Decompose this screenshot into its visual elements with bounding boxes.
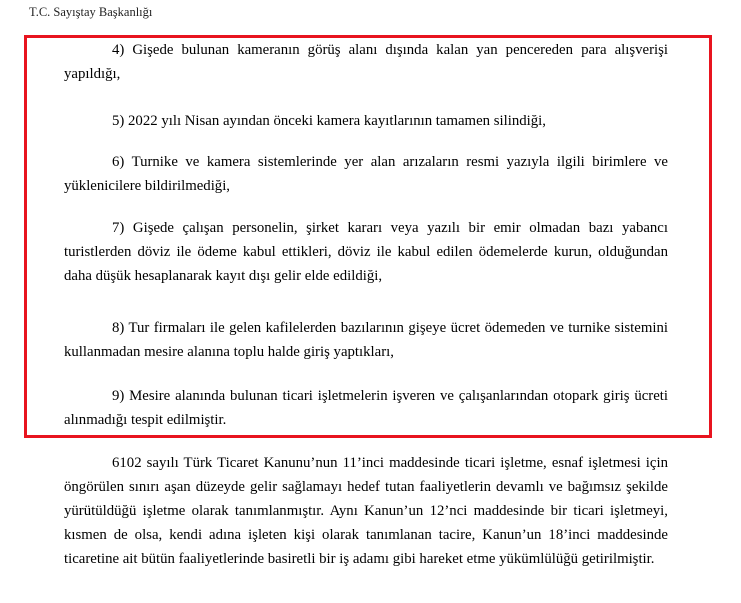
page-bottom-cut: [0, 597, 741, 603]
document-header: T.C. Sayıştay Başkanlığı: [29, 5, 153, 19]
finding-item-7: 7) Gişede çalışan personelin, şirket kararı veya yazılı bir emir olmadan bazı yabancı turistlerden döviz ile ödeme kabul ettikleri, döviz ile kabul edilen ödemelerde kurun, olduğundan daha düşük hesaplanarak kayıt dışı gelir elde edildiği,: [64, 220, 668, 284]
finding-item-9: 9) Mesire alanında bulunan ticari işletmelerin işveren ve çalışanlarından otopark giriş ücreti alınmadığı tespit edilmiştir.: [64, 388, 668, 428]
finding-item-5: 5) 2022 yılı Nisan ayından önceki kamera kayıtlarının tamamen silindiği,: [112, 113, 546, 129]
body-paragraph: 6102 sayılı Türk Ticaret Kanunu’nun 11’inci maddesinde ticari işletme, esnaf işletmesi için öngörülen sınırı aşan düzeyde gelir sağlamayı hedef tutan faaliyetlerin devamlı ve bağımsız şekilde yürütüldüğü işletme olarak tanımlanmıştır. Aynı Kanun’un 12’nci maddesinde bir ticari işletmeyi, kısmen de olsa, kendi adına işleten kişi olarak tanımlanan tacire, Kanun’un 18’inci maddesinde ticaretine ait bütün faaliyetlerinde basiretli bir iş adamı gibi hareket etme yükümlülüğü getirilmiştir.: [64, 455, 668, 567]
finding-item-4: 4) Gişede bulunan kameranın görüş alanı dışında kalan yan pencereden para alışverişi yapıldığı,: [64, 42, 668, 82]
finding-item-6: 6) Turnike ve kamera sistemlerinde yer alan arızaların resmi yazıyla ilgili birimlere ve yüklenicilere bildirilmediği,: [64, 154, 668, 194]
finding-item-8: 8) Tur firmaları ile gelen kafilelerden bazılarının gişeye ücret ödemeden ve turnike sistemini kullanmadan mesire alanına toplu halde giriş yaptıkları,: [64, 320, 668, 360]
